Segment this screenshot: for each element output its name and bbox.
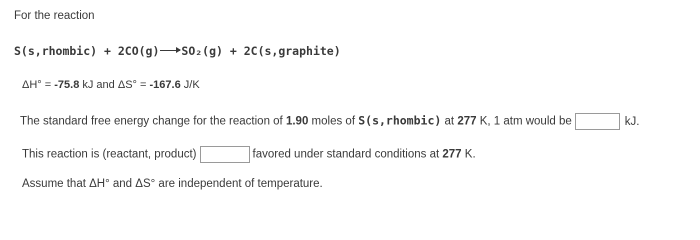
- q1-text-after: K, 1 atm would be: [479, 115, 572, 128]
- note-text: Assume that ΔH° and ΔS° are independent of temperature.: [22, 178, 323, 190]
- q2-text-after: favored under standard conditions at: [252, 148, 440, 161]
- enthalpy-value: -75.8: [54, 79, 80, 91]
- thermo-values: [22, 79, 200, 91]
- reaction-arrow-icon: [160, 50, 180, 51]
- q2-temperature: 277: [442, 148, 462, 161]
- q1-unit: kJ.: [624, 115, 640, 128]
- q1-text-mid: moles of: [311, 115, 356, 128]
- free-energy-input[interactable]: [575, 113, 620, 130]
- entropy-label: ΔS° =: [117, 79, 147, 91]
- q1-text-before: The standard free energy change for the reaction of: [20, 115, 283, 128]
- enthalpy-unit: kJ and: [82, 79, 115, 91]
- question-favored: [22, 146, 476, 163]
- entropy-value: -167.6: [149, 79, 181, 91]
- q1-temperature: 277: [457, 115, 477, 128]
- assumption-note: [22, 178, 323, 190]
- q2-unit: K.: [464, 148, 476, 161]
- entropy-unit: J/K: [183, 79, 200, 91]
- q2-text-before: This reaction is (reactant, product): [22, 148, 197, 161]
- products: SO₂(g) + 2C(s,graphite): [181, 44, 341, 58]
- reactants: S(s,rhombic) + 2CO(g): [14, 44, 160, 58]
- intro-label: For the reaction: [14, 10, 95, 22]
- q1-text-temp-pre: at: [444, 115, 455, 128]
- q1-species: S(s,rhombic): [358, 113, 442, 128]
- reaction-equation: [14, 44, 341, 58]
- question-free-energy: [20, 113, 639, 130]
- intro-text: [14, 10, 95, 22]
- favored-type-input[interactable]: [200, 146, 250, 163]
- enthalpy-label: ΔH° =: [22, 79, 52, 91]
- q1-moles: 1.90: [285, 115, 309, 128]
